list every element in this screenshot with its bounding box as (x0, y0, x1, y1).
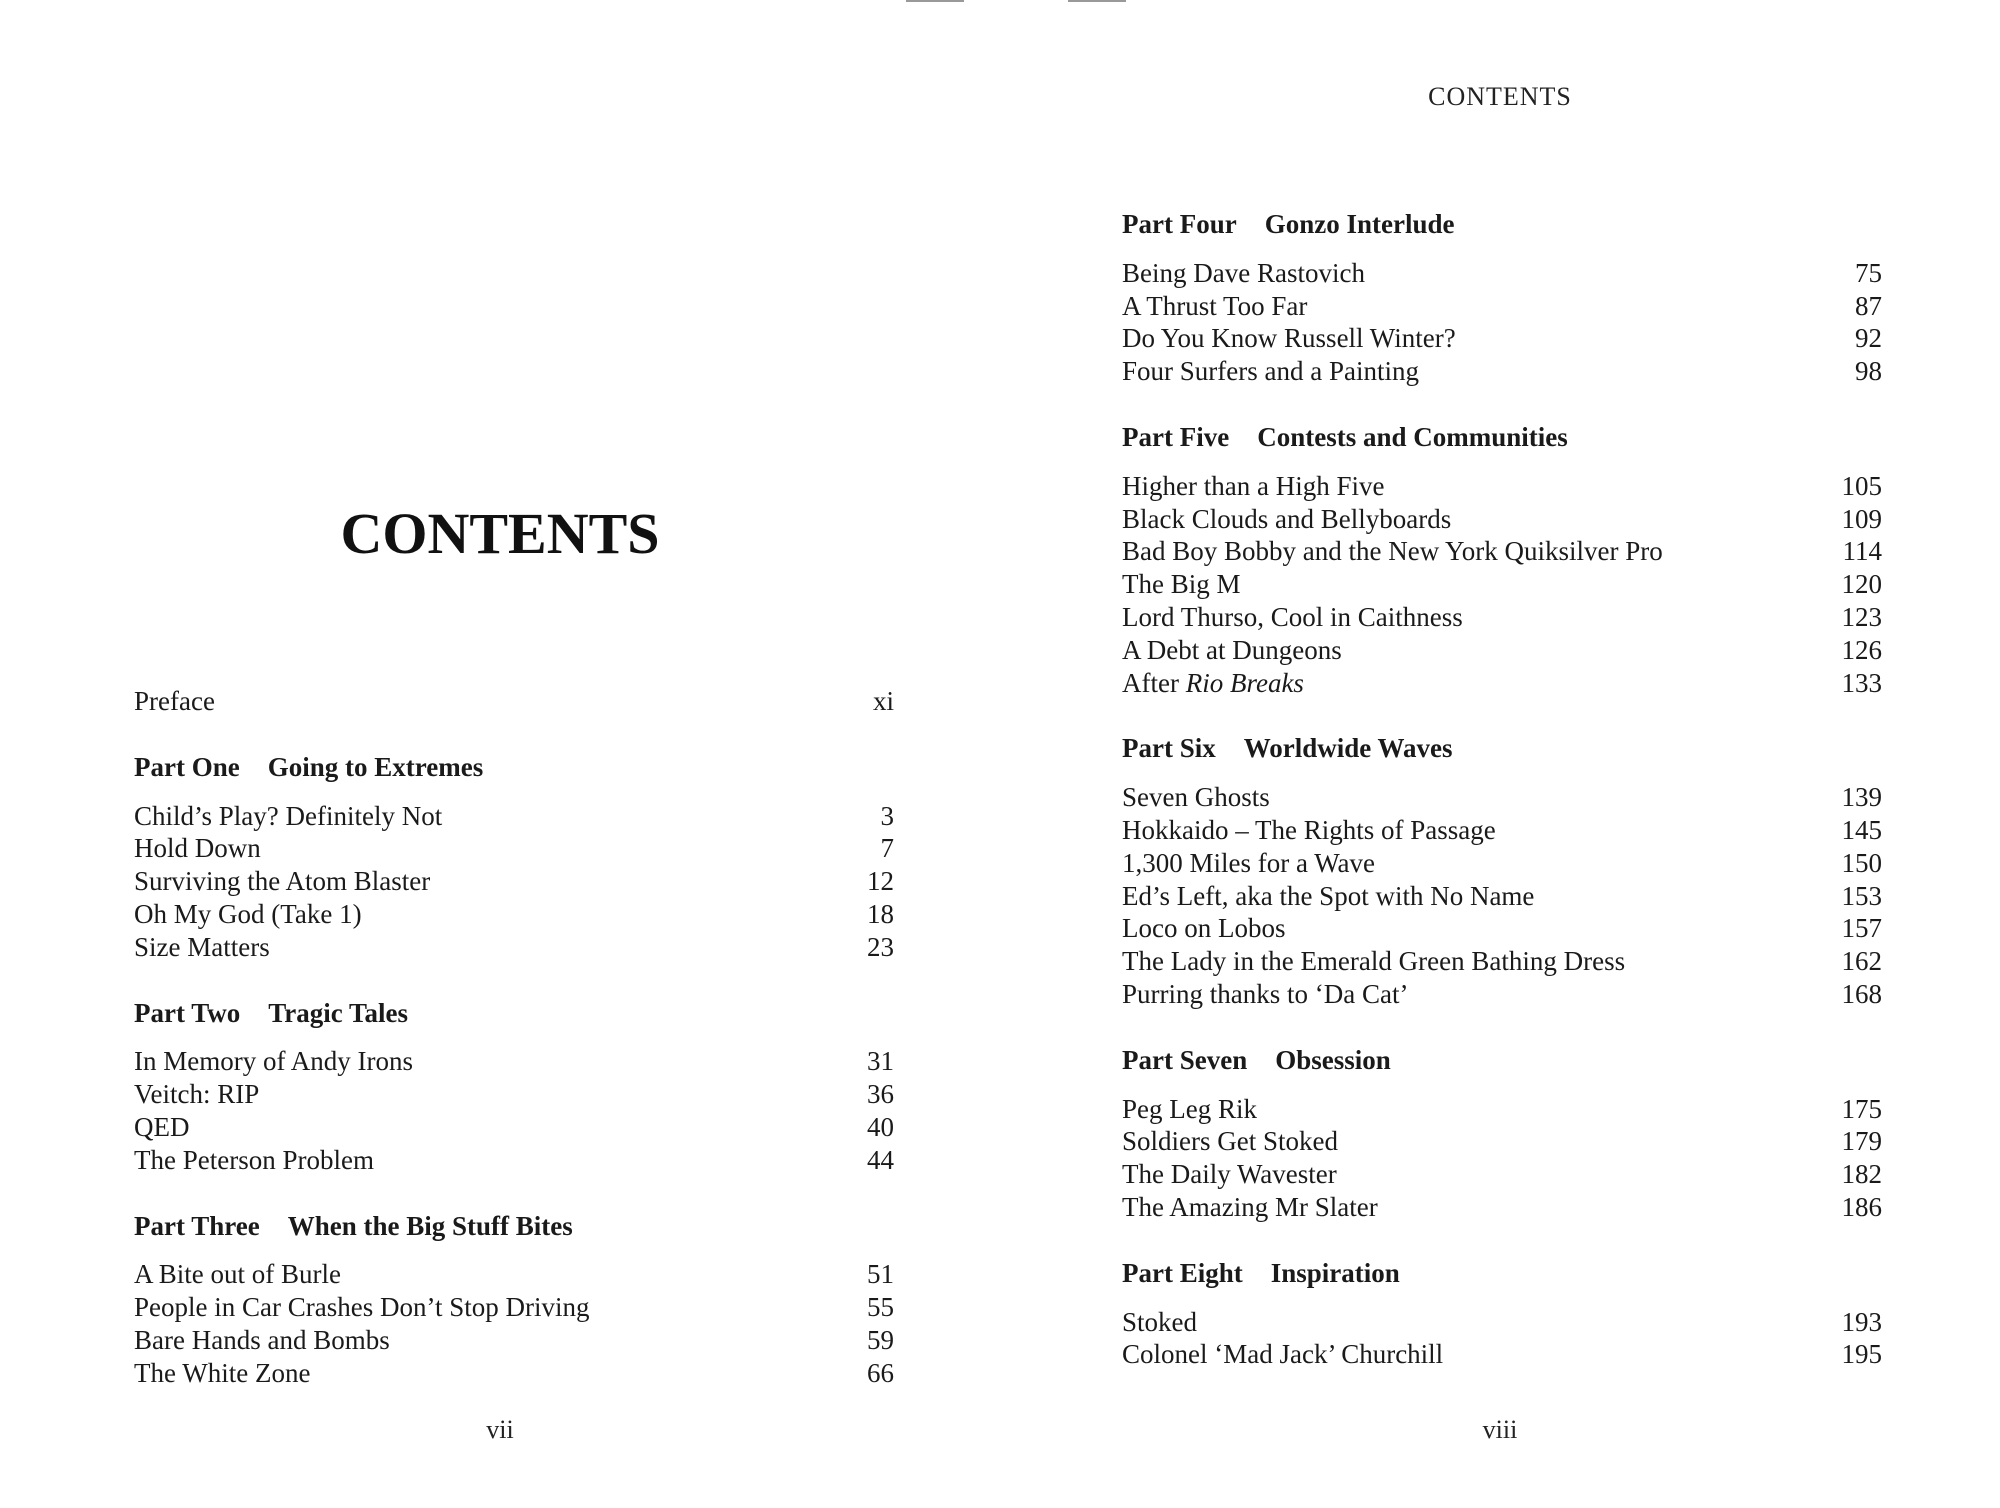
entry-page: 175 (1841, 1093, 1882, 1124)
entry-page: 109 (1841, 503, 1882, 534)
entry-page: 12 (867, 866, 894, 897)
toc-entry[interactable] (1122, 535, 1882, 568)
part-heading (1122, 208, 1882, 241)
part-heading (1122, 1044, 1882, 1077)
toc-entry[interactable] (1122, 634, 1882, 667)
toc-entry[interactable] (1122, 322, 1882, 355)
part-section (1122, 1044, 1882, 1224)
entry-title (1122, 568, 1241, 601)
part-heading (1122, 1257, 1882, 1290)
part-section (1122, 1257, 1882, 1371)
entry-page: 157 (1841, 913, 1882, 944)
entry-title (1122, 503, 1451, 536)
entry-page: 44 (867, 1144, 894, 1175)
entry-title-text: Loco on Lobos (1122, 913, 1286, 944)
entry-title (134, 1291, 589, 1324)
part-number: Part Two (134, 997, 241, 1028)
part-heading (1122, 421, 1882, 454)
part-name: Obsession (1275, 1044, 1391, 1075)
part-number: Part Three (134, 1210, 260, 1241)
entry-page: 145 (1841, 814, 1882, 845)
toc-entry[interactable] (134, 800, 894, 833)
entry-title-text: A Bite out of Burle (134, 1259, 341, 1290)
entry-title (134, 1078, 259, 1111)
entry-title (1122, 667, 1304, 700)
entry-title-text: Hold Down (134, 833, 261, 864)
part-number: Part Four (1122, 209, 1237, 239)
entry-page: 18 (867, 898, 894, 929)
entry-title-text: The Peterson Problem (134, 1144, 374, 1175)
part-heading (134, 997, 894, 1030)
entry-title (134, 1111, 190, 1144)
entry-title (134, 898, 362, 931)
part-section (1122, 732, 1882, 1010)
entry-title (1122, 355, 1419, 388)
entry-title-text: Black Clouds and Bellyboards (1122, 503, 1452, 534)
entry-page: 66 (867, 1357, 894, 1388)
entry-title: Preface (134, 686, 215, 716)
part-name: When the Big Stuff Bites (287, 1210, 573, 1241)
part-number: Part One (134, 751, 240, 782)
entry-title (134, 1324, 390, 1357)
entry-title (1122, 1338, 1443, 1371)
toc-entry[interactable] (1122, 912, 1882, 945)
entry-title (134, 1357, 310, 1390)
entry-page: 75 (1855, 257, 1882, 288)
preface-section (134, 685, 894, 718)
toc-entry[interactable] (134, 865, 894, 898)
entry-title (134, 1258, 341, 1291)
entry-page: 126 (1841, 634, 1882, 665)
entry-page: 92 (1855, 323, 1882, 354)
entry-page: 40 (867, 1111, 894, 1142)
toc-entry[interactable] (1122, 601, 1882, 634)
entry-page: 162 (1841, 946, 1882, 977)
entry-page: 36 (867, 1079, 894, 1110)
entry-title (1122, 814, 1496, 847)
right-parts (1122, 208, 1882, 1371)
entry-page: 153 (1841, 880, 1882, 911)
toc-entry[interactable] (1122, 470, 1882, 503)
entry-title (1122, 257, 1365, 290)
entry-page: 133 (1841, 667, 1882, 698)
entry-page: 31 (867, 1046, 894, 1077)
entry-title-text: Peg Leg Rik (1122, 1093, 1257, 1124)
entry-title (1122, 535, 1663, 568)
toc-entry[interactable] (134, 832, 894, 865)
toc-entry[interactable] (1122, 257, 1882, 290)
entry-page: 182 (1841, 1159, 1882, 1190)
entry-title (1122, 912, 1285, 945)
entry-title (1122, 1158, 1337, 1191)
toc-entry[interactable] (134, 1324, 894, 1357)
toc-entry[interactable] (1122, 568, 1882, 601)
entry-title (1122, 634, 1342, 667)
entry-title-text: Hokkaido – The Rights of Passage (1122, 814, 1496, 845)
entry-title (134, 931, 270, 964)
entry-title-text: Veitch: RIP (134, 1079, 260, 1110)
right-page (1000, 0, 2000, 1508)
entry-title-text: Soldiers Get Stoked (1122, 1126, 1338, 1157)
entry-title-text: A Debt at Dungeons (1122, 634, 1342, 665)
entry-title (1122, 880, 1534, 913)
part-section (1122, 421, 1882, 699)
entry-page: 23 (867, 931, 894, 962)
entry-title (134, 1144, 374, 1177)
toc-entry[interactable] (134, 1045, 894, 1078)
toc-entry[interactable] (1122, 1125, 1882, 1158)
entry-page: 3 (880, 800, 894, 831)
toc-entry[interactable] (134, 1357, 894, 1390)
toc-entry[interactable] (134, 898, 894, 931)
entry-page: 186 (1841, 1191, 1882, 1222)
entry-title-text: The Big M (1122, 569, 1241, 600)
entry-title-text: Stoked (1122, 1306, 1198, 1337)
entry-title (1122, 1191, 1378, 1224)
entry-page: xi (872, 686, 894, 716)
toc-entry[interactable] (134, 1144, 894, 1177)
toc-entry[interactable] (1122, 1338, 1882, 1371)
toc-entry[interactable] (1122, 503, 1882, 536)
part-heading (134, 751, 894, 784)
entry-title (1122, 1306, 1197, 1339)
entry-title-text: Four Surfers and a Painting (1122, 356, 1419, 387)
entry-title-text: After (1122, 667, 1186, 698)
running-head: CONTENTS (1428, 82, 1572, 111)
entry-title-text: Being Dave Rastovich (1122, 257, 1365, 288)
entry-title-text: Higher than a High Five (1122, 470, 1385, 501)
toc-entry[interactable] (134, 685, 894, 718)
entry-title-text: In Memory of Andy Irons (134, 1046, 413, 1077)
entry-title (1122, 601, 1463, 634)
entry-title (1122, 978, 1408, 1011)
entry-title-text: The Daily Wavester (1122, 1159, 1337, 1190)
entry-page: 51 (867, 1259, 894, 1290)
entry-title (134, 800, 442, 833)
part-name: Worldwide Waves (1243, 733, 1453, 764)
entry-title (1122, 781, 1270, 814)
entry-title-text: Bare Hands and Bombs (134, 1324, 390, 1355)
folio-left: vii (486, 1415, 514, 1444)
entry-title-italic: Rio Breaks (1185, 667, 1304, 698)
part-name: Contests and Communities (1257, 421, 1568, 452)
entry-title-text: Child’s Play? Definitely Not (134, 800, 443, 831)
entry-title (134, 1045, 413, 1078)
entry-page: 195 (1841, 1339, 1882, 1370)
part-section (134, 751, 894, 964)
part-number: Part Seven (1122, 1044, 1248, 1075)
entry-title-text: Surviving the Atom Blaster (134, 866, 431, 897)
part-section (1122, 208, 1882, 388)
toc-entry[interactable] (1122, 847, 1882, 880)
toc-entry[interactable] (1122, 781, 1882, 814)
part-name: Inspiration (1270, 1257, 1400, 1288)
entry-title-text: Bad Boy Bobby and the New York Quiksilver Pro (1122, 536, 1663, 567)
toc-entry[interactable] (1122, 1306, 1882, 1339)
toc-entry[interactable] (134, 1291, 894, 1324)
toc-entry[interactable] (1122, 945, 1882, 978)
entry-title (1122, 322, 1456, 355)
entry-title-text: Purring thanks to ‘Da Cat’ (1122, 978, 1409, 1009)
part-name: Tragic Tales (268, 997, 408, 1028)
entry-title-text: Do You Know Russell Winter? (1122, 323, 1456, 354)
toc-entry[interactable] (1122, 290, 1882, 323)
entry-page: 139 (1841, 782, 1882, 813)
folio-right: viii (1482, 1415, 1518, 1444)
entry-title-text: Colonel ‘Mad Jack’ Churchill (1122, 1339, 1444, 1370)
entry-title (134, 865, 430, 898)
entry-title-text: The Amazing Mr Slater (1122, 1191, 1378, 1222)
entry-title (1122, 470, 1384, 503)
entry-page: 123 (1841, 601, 1882, 632)
entry-title-text: Lord Thurso, Cool in Caithness (1122, 601, 1463, 632)
part-name: Going to Extremes (267, 751, 484, 782)
entry-title-text: The White Zone (134, 1357, 311, 1388)
entry-title-text: 1,300 Miles for a Wave (1122, 847, 1376, 878)
part-heading (134, 1210, 894, 1243)
right-toc (1122, 208, 1882, 1404)
toc-entry[interactable] (1122, 1191, 1882, 1224)
entry-page: 7 (880, 833, 894, 864)
part-section (134, 997, 894, 1177)
part-heading (1122, 732, 1882, 765)
entry-title-text: Seven Ghosts (1122, 782, 1270, 813)
toc-entry[interactable] (1122, 1158, 1882, 1191)
toc-entry[interactable] (1122, 880, 1882, 913)
toc-entry[interactable] (1122, 1093, 1882, 1126)
entry-page: 168 (1841, 978, 1882, 1009)
entry-title-text: People in Car Crashes Don’t Stop Driving (134, 1292, 590, 1323)
entry-title (1122, 1093, 1257, 1126)
entry-page: 87 (1855, 290, 1882, 321)
left-parts (134, 751, 894, 1390)
entry-title-text: QED (134, 1111, 190, 1142)
entry-title-text: Ed’s Left, aka the Spot with No Name (1122, 880, 1535, 911)
entry-page: 55 (867, 1292, 894, 1323)
entry-page: 114 (1842, 536, 1882, 567)
entry-title-text: Oh My God (Take 1) (134, 898, 362, 929)
entry-page: 120 (1841, 569, 1882, 600)
entry-title (1122, 1125, 1338, 1158)
entry-page: 150 (1841, 847, 1882, 878)
toc-entry[interactable] (134, 1111, 894, 1144)
entry-title (1122, 290, 1307, 323)
entry-page: 193 (1841, 1306, 1882, 1337)
part-number: Part Eight (1122, 1257, 1243, 1288)
part-section (134, 1210, 894, 1390)
toc-entry[interactable] (134, 1078, 894, 1111)
toc-entry[interactable] (1122, 667, 1882, 700)
entry-title-text: Size Matters (134, 931, 270, 962)
toc-entry[interactable] (1122, 978, 1882, 1011)
entry-page: 105 (1841, 470, 1882, 501)
entry-page: 98 (1855, 356, 1882, 387)
toc-entry[interactable] (1122, 814, 1882, 847)
toc-entry[interactable] (1122, 355, 1882, 388)
entry-page: 59 (867, 1324, 894, 1355)
part-name: Gonzo Interlude (1264, 209, 1455, 239)
entry-title-text: The Lady in the Emerald Green Bathing Dress (1122, 946, 1626, 977)
toc-entry[interactable] (134, 1258, 894, 1291)
entry-title (1122, 945, 1625, 978)
entry-title (134, 832, 261, 865)
entry-title-text: A Thrust Too Far (1122, 290, 1308, 321)
part-number: Part Five (1122, 421, 1230, 452)
part-number: Part Six (1122, 733, 1216, 764)
entry-page: 179 (1841, 1126, 1882, 1157)
contents-title: CONTENTS (340, 501, 660, 566)
left-toc (134, 685, 894, 1423)
toc-entry[interactable] (134, 931, 894, 964)
entry-title (1122, 847, 1375, 880)
